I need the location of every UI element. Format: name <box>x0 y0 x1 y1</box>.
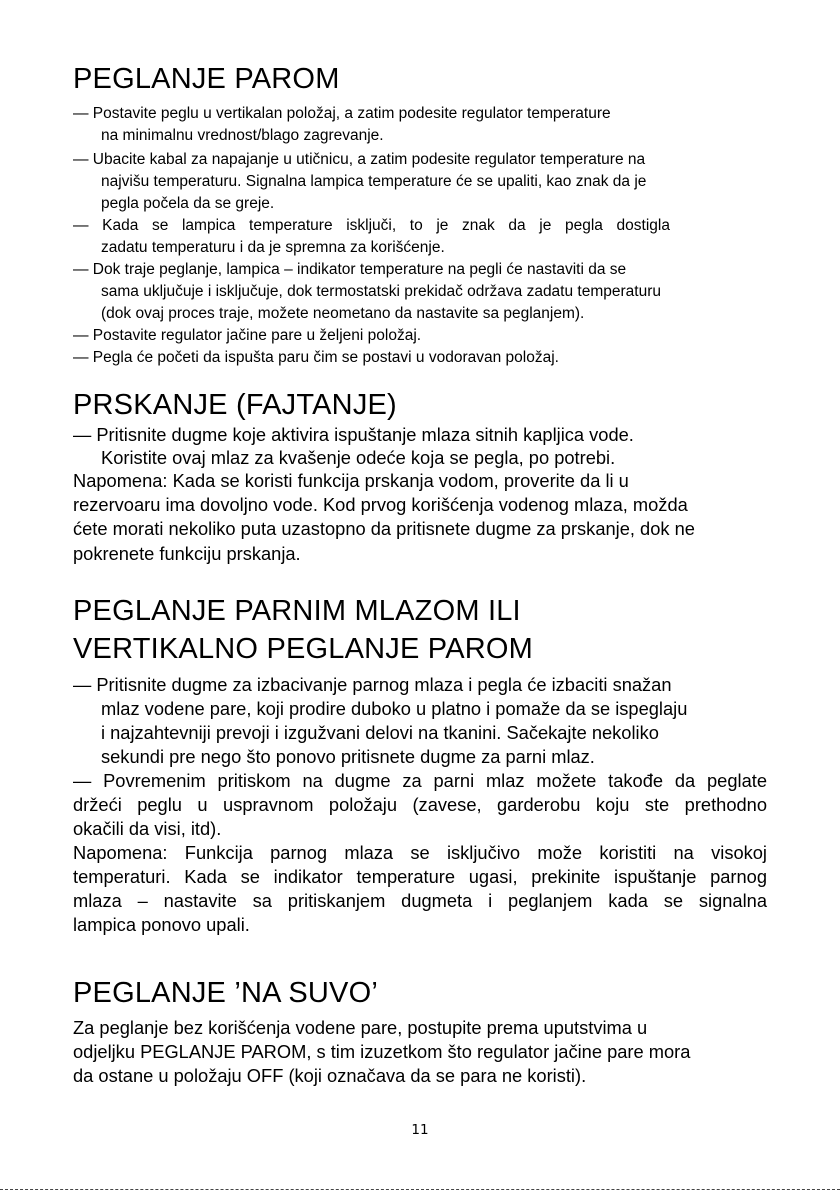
paragraph-line: pegla počela da se greje. <box>101 195 275 212</box>
section-title-spraying: PRSKANJE (FAJTANJE) <box>73 389 397 421</box>
section-title-steam-ironing: PEGLANJE PAROM <box>73 63 340 95</box>
paragraph-line: — Pegla će početi da ispušta paru čim se postavi u vodoravan položaj. <box>73 349 559 366</box>
paragraph-line: lampica ponovo upali. <box>73 914 250 935</box>
paragraph-line: rezervoaru ima dovoljno vode. Kod prvog korišćenja vodenog mlaza, možda <box>73 494 688 515</box>
bottom-divider <box>0 1189 840 1190</box>
paragraph-line: — Pritisnite dugme koje aktivira ispuštanje mlaza sitnih kapljica vode. <box>73 424 634 445</box>
section-title-dry-ironing: PEGLANJE ’NA SUVO’ <box>73 977 378 1009</box>
paragraph-line: najvišu temperaturu. Signalna lampica temperature će se upaliti, kao znak da je <box>101 173 647 190</box>
paragraph-line: odjeljku PEGLANJE PAROM, s tim izuzetkom što regulator jačine pare mora <box>73 1041 691 1062</box>
paragraph-line: okačili da visi, itd). <box>73 818 222 839</box>
paragraph-line: ćete morati nekoliko puta uzastopno da pritisnete dugme za prskanje, dok ne <box>73 518 695 539</box>
page-number: 11 <box>411 1122 429 1138</box>
paragraph-line: sekundi pre nego što ponovo pritisnete dugme za parni mlaz. <box>101 746 595 767</box>
paragraph-line: na minimalnu vrednost/blago zagrevanje. <box>101 127 384 144</box>
paragraph-line: i najzahtevniji prevoji i izgužvani delovi na tkanini. Sačekajte nekoliko <box>101 722 659 743</box>
paragraph-line: — Dok traje peglanje, lampica – indikator temperature na pegli će nastaviti da se <box>73 261 627 278</box>
section-title-steam-burst: PEGLANJE PARNIM MLAZOM ILI <box>73 595 521 627</box>
paragraph-line: Napomena: Funkcija parnog mlaza se isključivo može koristiti na visokoj <box>73 842 767 863</box>
paragraph-line: zadatu temperaturu i da je spremna za korišćenje. <box>101 239 445 256</box>
section-title-steam-burst-line2: VERTIKALNO PEGLANJE PAROM <box>73 633 533 665</box>
paragraph-line: temperaturi. Kada se indikator temperature ugasi, prekinite ispuštanje parnog <box>73 866 767 887</box>
paragraph-line: sama uključuje i isključuje, dok termostatski prekidač održava zadatu temperaturu <box>101 283 661 300</box>
paragraph-line: da ostane u položaju OFF (koji označava da se para ne koristi). <box>73 1065 587 1086</box>
paragraph-line: — Pritisnite dugme za izbacivanje parnog mlaza i pegla će izbaciti snažan <box>73 674 672 695</box>
paragraph-line: — Povremenim pritiskom na dugme za parni mlaz možete takođe da peglate <box>73 770 767 791</box>
paragraph-line: — Ubacite kabal za napajanje u utičnicu, a zatim podesite regulator temperature na <box>73 151 646 168</box>
paragraph-line: — Postavite peglu u vertikalan položaj, a zatim podesite regulator temperature <box>73 105 611 122</box>
paragraph-line: Koristite ovaj mlaz za kvašenje odeće koja se pegla, po potrebi. <box>101 447 616 468</box>
paragraph-line: mlaza – nastavite sa pritiskanjem dugmeta i peglanjem kada se signalna <box>73 890 767 911</box>
paragraph-line: Za peglanje bez korišćenja vodene pare, postupite prema uputstvima u <box>73 1017 648 1038</box>
paragraph-line: držeći peglu u uspravnom položaju (zavese, garderobu koju ste prethodno <box>73 794 767 815</box>
paragraph-line: mlaz vodene pare, koji prodire duboko u platno i pomaže da se ispeglaju <box>101 698 688 719</box>
paragraph-line: — Postavite regulator jačine pare u željeni položaj. <box>73 327 422 344</box>
paragraph-line: Napomena: Kada se koristi funkcija prskanja vodom, proverite da li u <box>73 470 629 491</box>
paragraph-line: pokrenete funkciju prskanja. <box>73 543 301 564</box>
paragraph-line: (dok ovaj proces traje, možete neometano da nastavite sa peglanjem). <box>101 305 585 322</box>
paragraph-line: — Kada se lampica temperature isključi, to je znak da je pegla dostigla <box>73 217 670 234</box>
